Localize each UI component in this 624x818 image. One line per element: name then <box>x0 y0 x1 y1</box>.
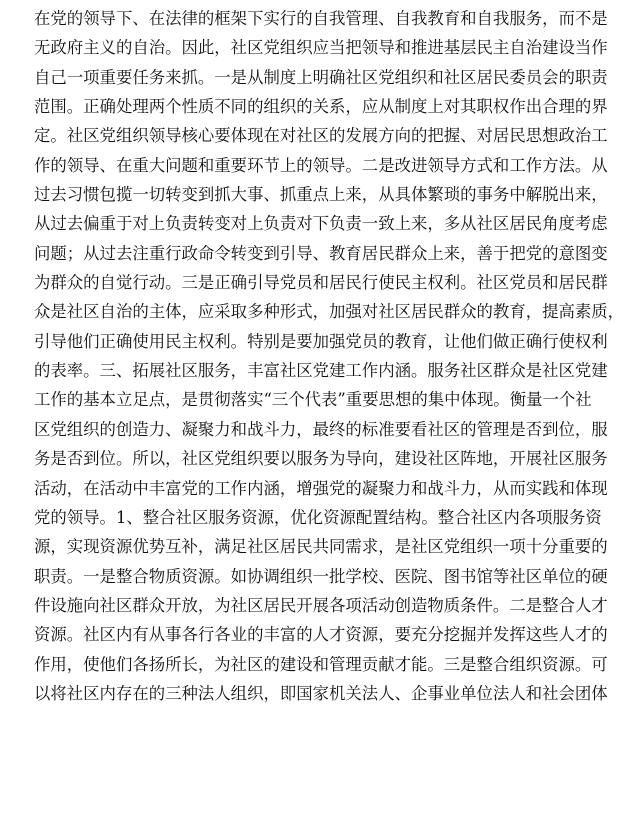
text-line-16: 务是否到位。所以，社区党组织要以服务为导向，建设社区阵地，开展社区服务 <box>34 449 608 469</box>
text-line-4: 范围。正确处理两个性质不同的组织的关系，应从制度上对其职权作出合理的界 <box>34 97 608 117</box>
text-line-15: 区党组织的创造力、凝聚力和战斗力，最终的标准要看社区的管理是否到位，服 <box>34 419 608 439</box>
text-line-23: 作用，使他们各扬所长，为社区的建设和管理贡献才能。三是整合组织资源。可 <box>34 654 608 674</box>
text-line-2: 无政府主义的自治。因此，社区党组织应当把领导和推进基层民主自治建设当作 <box>34 38 608 58</box>
text-line-1: 在党的领导下、在法律的框架下实行的自我管理、自我教育和自我服务，而不是 <box>34 9 608 28</box>
text-line-18: 党的领导。1、整合社区服务资源，优化资源配置结构。整合社区内各项服务资 <box>34 507 602 527</box>
body-text <box>34 4 624 708</box>
text-line-19: 源，实现资源优势互补，满足社区居民共同需求，是社区党组织一项十分重要的 <box>34 537 608 557</box>
text-line-12: 引导他们正确使用民主权利。特别是要加强党员的教育，让他们做正确行使权利 <box>34 331 608 351</box>
text-line-22: 资源。社区内有从事各行各业的丰富的人才资源，要充分挖掘并发挥这些人才的 <box>34 625 608 645</box>
text-line-20: 职责。一是整合物质资源。如协调组织一批学校、医院、图书馆等社区单位的硬 <box>34 566 608 586</box>
text-line-6: 作的领导、在重大问题和重要环节上的领导。二是改进领导方式和工作方法。从 <box>34 155 608 175</box>
text-line-21: 件设施向社区群众开放，为社区居民开展各项活动创造物质条件。二是整合人才 <box>34 595 608 615</box>
text-line-9: 问题；从过去注重行政命令转变到引导、教育居民群众上来，善于把党的意图变 <box>34 243 608 263</box>
text-line-13: 的表率。三、拓展社区服务，丰富社区党建工作内涵。服务社区群众是社区党建 <box>34 361 608 381</box>
text-line-17: 活动，在活动中丰富党的工作内涵，增强党的凝聚力和战斗力，从而实践和体现 <box>34 478 608 498</box>
text-line-24: 以将社区内存在的三种法人组织，即国家机关法人、企事业单位法人和社会团体 <box>34 683 608 703</box>
text-line-7: 过去习惯包揽一切转变到抓大事、抓重点上来，从具体繁琐的事务中解脱出来， <box>34 185 608 205</box>
text-line-8: 从过去偏重于对上负责转变对上负责对下负责一致上来，多从社区居民角度考虑 <box>34 214 608 234</box>
text-line-14: 工作的基本立足点，是贯彻落实“三个代表”重要思想的集中体现。衡量一个社 <box>34 390 592 410</box>
text-line-5: 定。社区党组织领导核心要体现在对社区的发展方向的把握、对居民思想政治工 <box>34 126 608 146</box>
text-line-3: 自己一项重要任务来抓。一是从制度上明确社区党组织和社区居民委员会的职责 <box>34 67 608 87</box>
text-line-11: 众是社区自治的主体，应采取多种形式，加强对社区居民群众的教育，提高素质， <box>34 302 624 322</box>
text-line-10: 为群众的自觉行动。三是正确引导党员和居民行使民主权利。社区党员和居民群 <box>34 273 608 293</box>
